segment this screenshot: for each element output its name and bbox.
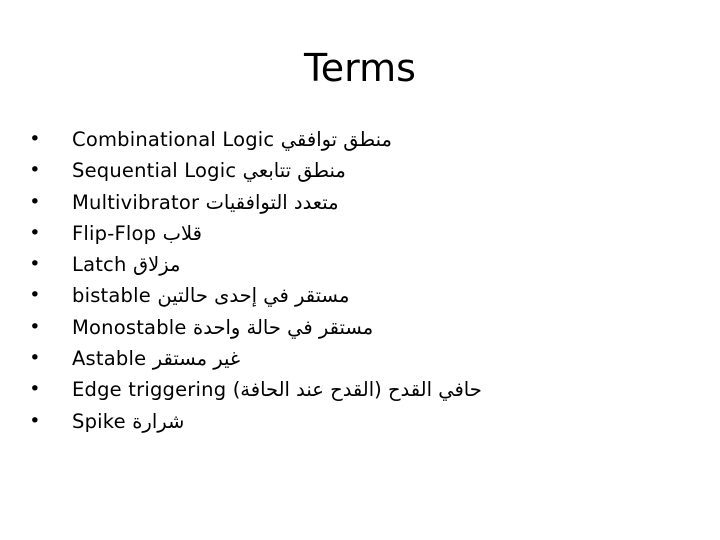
term-text bbox=[72, 155, 346, 186]
term-text bbox=[72, 280, 349, 311]
bullet-icon: • bbox=[29, 347, 41, 370]
term-text bbox=[72, 343, 240, 374]
terms-list bbox=[28, 124, 688, 437]
slide-title: Terms bbox=[304, 46, 416, 90]
bullet-icon: • bbox=[29, 284, 41, 307]
bullet-icon: • bbox=[29, 378, 41, 401]
term-english: Multivibrator bbox=[72, 190, 200, 214]
list-item bbox=[28, 312, 688, 343]
bullet-icon: • bbox=[29, 128, 41, 150]
list-item bbox=[28, 218, 688, 249]
term-text bbox=[72, 124, 392, 155]
term-text bbox=[72, 374, 482, 405]
term-english: Latch bbox=[72, 253, 127, 277]
term-english: Edge triggering bbox=[72, 378, 233, 402]
term-arabic: منطق تتابعي bbox=[242, 159, 346, 183]
term-text bbox=[72, 312, 373, 343]
term-english: Monostable bbox=[72, 315, 187, 339]
list-item bbox=[28, 155, 688, 186]
term-arabic: منطق توافقي bbox=[280, 128, 392, 151]
term-english: Combinational Logic bbox=[72, 128, 275, 151]
term-arabic: حافي القدح (القدح عند الحافة) bbox=[232, 378, 482, 402]
list-item bbox=[28, 187, 688, 218]
term-text bbox=[72, 218, 202, 249]
list-item bbox=[28, 343, 688, 374]
term-arabic: متعدد التوافقيات bbox=[205, 190, 339, 214]
list-item bbox=[28, 406, 688, 437]
list-item bbox=[28, 124, 688, 155]
bullet-icon: • bbox=[29, 221, 41, 244]
bullet-icon: • bbox=[29, 253, 41, 276]
term-english: bistable bbox=[72, 284, 151, 308]
list-item bbox=[28, 280, 688, 311]
term-text bbox=[72, 406, 184, 437]
term-english: Astable bbox=[72, 347, 147, 371]
term-arabic: مستقر في إحدى حالتين bbox=[157, 284, 350, 308]
term-english: Flip-Flop bbox=[72, 221, 157, 245]
bullet-icon: • bbox=[29, 159, 41, 182]
term-arabic: غير مستقر bbox=[152, 347, 241, 371]
bullet-icon: • bbox=[29, 190, 41, 213]
bullet-icon: • bbox=[29, 409, 41, 432]
term-arabic: مستقر في حالة واحدة bbox=[193, 315, 374, 339]
term-english: Sequential Logic bbox=[72, 159, 237, 183]
term-arabic: مزلاق bbox=[132, 253, 181, 277]
term-text bbox=[72, 187, 339, 218]
list-item bbox=[28, 249, 688, 280]
term-english: Spike bbox=[72, 409, 126, 433]
term-text bbox=[72, 249, 180, 280]
term-arabic: شرارة bbox=[132, 409, 185, 433]
list-item bbox=[28, 374, 688, 405]
bullet-icon: • bbox=[29, 315, 41, 338]
term-arabic: قلاب bbox=[162, 221, 202, 245]
